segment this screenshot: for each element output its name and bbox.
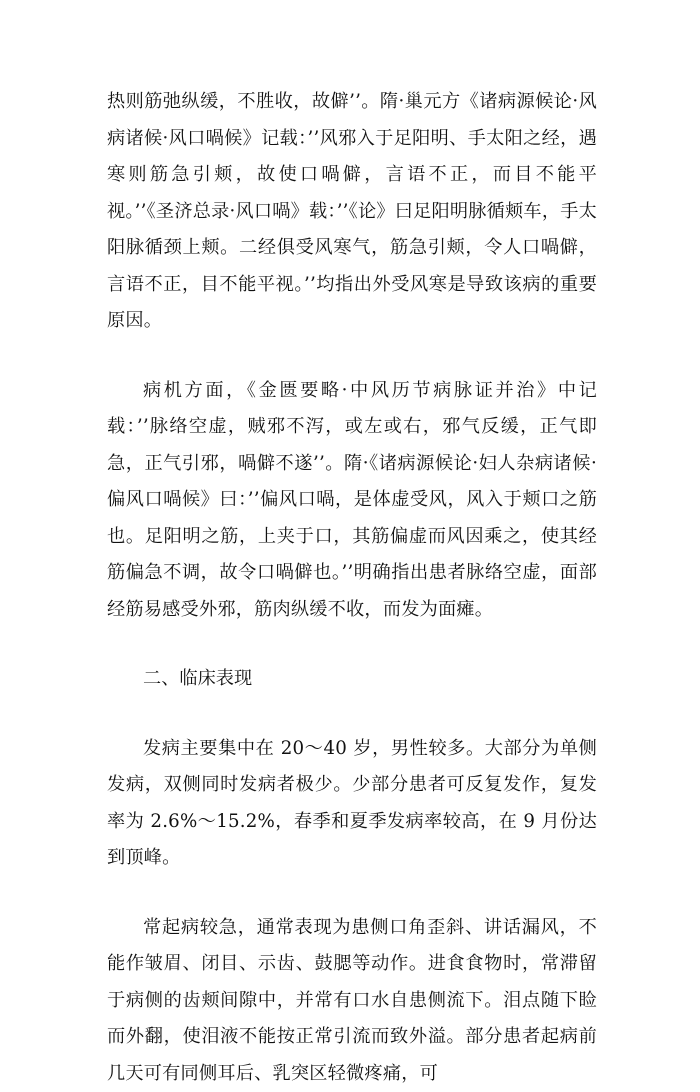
paragraph-classical-citations: 热则筋弛纵缓，不胜收，故僻’’。隋·巢元方《诸病源候论·风病诸候·风口喎候》记载：’’风邪入于足阳明、手太阳之经，遇寒则筋急引颊，故使口喎僻，言语不正，而目不能平视。’’《圣济总录·风口喎》载：’’《论》曰足阳明脉循颊车，手太阳脉循颈上颊。二经俱受风寒气，筋急引颊，令人口喎僻，言语不正，目不能平视。’’均指出外受风寒是导致该病的重要原因。 bbox=[107, 84, 597, 340]
paragraph-epidemiology: 发病主要集中在 20～40 岁，男性较多。大部分为单侧发病，双侧同时发病者极少。少部分患者可反复发作，复发率为 2.6%～15.2%，春季和夏季发病率较高，在 9 月份达到顶峰。 bbox=[107, 731, 597, 877]
paragraph-pathogenesis: 病机方面，《金匮要略·中风历节病脉证并治》中记载：’’脉络空虚，贼邪不泻，或左或右，邪气反缓，正气即急，正气引邪，喎僻不遂’’。隋·《诸病源候论·妇人杂病诸候·偏风口喎候》曰：’’偏风口喎，是体虚受风，风入于颊口之筋也。足阳明之筋，上夹于口，其筋偏虚而风因乘之，使其经筋偏急不调，故令口喎僻也。’’明确指出患者脉络空虚，面部经筋易感受外邪，筋肉纵缓不收，而发为面瘫。 bbox=[107, 373, 597, 629]
paragraph-gap bbox=[107, 340, 597, 373]
document-page bbox=[107, 84, 597, 1092]
paragraph-symptoms: 常起病较急，通常表现为患侧口角歪斜、讲话漏风，不能作皱眉、闭目、示齿、鼓腮等动作。进食食物时，常滞留于病侧的齿颊间隙中，并常有口水自患侧流下。泪点随下睑而外翻，使泪液不能按正常引流而致外溢。部分患者起病前几天可有同侧耳后、乳突区轻微疼痛，可 bbox=[107, 910, 597, 1092]
paragraph-gap bbox=[107, 628, 597, 661]
paragraph-gap bbox=[107, 877, 597, 910]
paragraph-gap bbox=[107, 698, 597, 731]
section-heading-clinical: 二、临床表现 bbox=[107, 661, 597, 698]
